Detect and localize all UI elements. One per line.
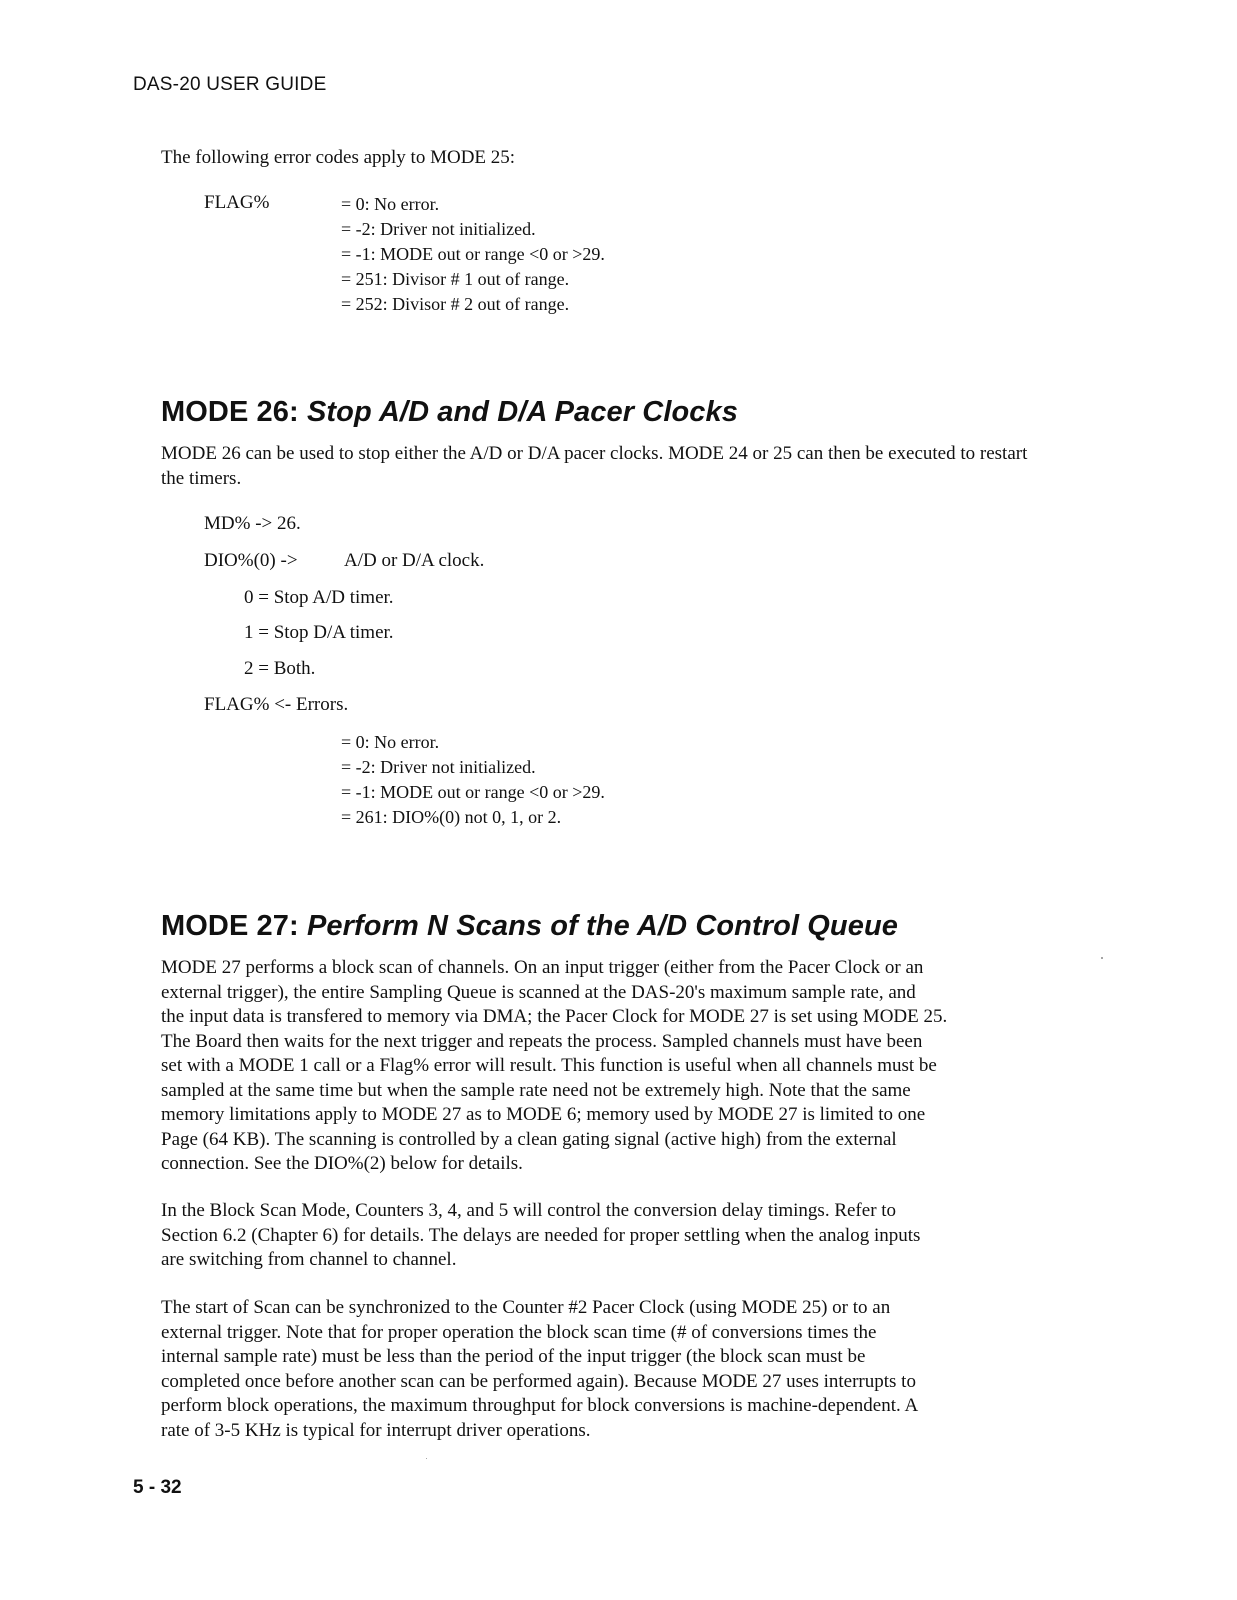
running-header: DAS-20 USER GUIDE <box>133 74 327 95</box>
mode26-heading <box>161 396 738 429</box>
mode25-error-codes <box>341 192 605 317</box>
scan-speck <box>426 1458 427 1459</box>
mode26-heading-number: MODE 26: <box>161 396 299 428</box>
page-number: 5 - 32 <box>133 1477 182 1498</box>
mode27-heading <box>161 910 898 943</box>
error-code-line: = 0: No error. <box>341 194 440 214</box>
mode26-paragraph: MODE 26 can be used to stop either the A/D or D/A pacer clocks. MODE 24 or 25 can then be executed to restart the timers. <box>161 443 1028 489</box>
text-line: are switching from channel to channel. <box>161 1249 457 1270</box>
text-line: external trigger), the entire Sampling Queue is scanned at the DAS-20's maximum sample rate, and <box>161 981 916 1003</box>
text-line: memory limitations apply to MODE 27 as to MODE 6; memory used by MODE 27 is limited to one <box>161 1104 926 1125</box>
scan-speck <box>1101 957 1103 959</box>
mode26-dio-label: DIO%(0) -> <box>204 550 298 571</box>
text-line: completed once before another scan can be performed again). Because MODE 27 uses interrupts to <box>161 1370 916 1392</box>
text-line: set with a MODE 1 call or a Flag% error will result. This function is useful when all channels must be <box>161 1055 937 1076</box>
mode26-error-codes <box>341 730 605 830</box>
mode27-heading-number: MODE 27: <box>161 910 299 942</box>
mode26-heading-title: Stop A/D and D/A Pacer Clocks <box>306 396 738 428</box>
mode25-flag-label: FLAG% <box>204 192 270 213</box>
mode26-dio-description: A/D or D/A clock. <box>344 550 485 571</box>
text-line: MODE 27 performs a block scan of channels. On an input trigger (either from the Pacer Clock or an <box>161 957 924 978</box>
error-code-line: = 252: Divisor # 2 out of range. <box>341 294 570 314</box>
mode27-paragraph-1 <box>161 956 1051 1177</box>
error-code-line: = 261: DIO%(0) not 0, 1, or 2. <box>341 807 562 827</box>
text-line: The start of Scan can be synchronized to the Counter #2 Pacer Clock (using MODE 25) or to an <box>161 1297 891 1318</box>
mode27-paragraph-3 <box>161 1296 1051 1443</box>
text-line: perform block operations, the maximum throughput for block conversions is machine-dependent. A <box>161 1395 919 1416</box>
text-line: Section 6.2 (Chapter 6) for details. The delays are needed for proper settling when the analog inputs <box>161 1224 921 1246</box>
text-line: internal sample rate) must be less than the period of the input trigger (the block scan must be <box>161 1346 866 1367</box>
mode26-option-0: 0 = Stop A/D timer. <box>244 587 394 608</box>
text-line: The Board then waits for the next trigger and repeats the process. Sampled channels must have been <box>161 1030 923 1052</box>
text-line: rate of 3-5 KHz is typical for interrupt driver operations. <box>161 1419 591 1441</box>
text-line: sampled at the same time but when the sample rate need not be extremely high. Note that the same <box>161 1079 911 1101</box>
mode25-errors-intro: The following error codes apply to MODE 25: <box>161 147 516 168</box>
error-code-line: = 0: No error. <box>341 732 440 752</box>
mode27-heading-title: Perform N Scans of the A/D Control Queue <box>306 910 899 942</box>
mode26-option-2: 2 = Both. <box>244 658 316 679</box>
error-code-line: = -1: MODE out or range <0 or >29. <box>341 782 605 802</box>
text-line: the input data is transfered to memory via DMA; the Pacer Clock for MODE 27 is set using MODE 25. <box>161 1006 948 1027</box>
error-code-line: = -2: Driver not initialized. <box>341 757 536 777</box>
mode26-md-line: MD% -> 26. <box>204 513 301 534</box>
text-line: Page (64 KB). The scanning is controlled by a clean gating signal (active high) from the external <box>161 1128 897 1150</box>
error-code-line: = 251: Divisor # 1 out of range. <box>341 269 570 289</box>
mode26-flag-line: FLAG% <- Errors. <box>204 694 349 715</box>
error-code-line: = -1: MODE out or range <0 or >29. <box>341 244 605 264</box>
mode27-paragraph-2 <box>161 1199 1051 1273</box>
text-line: connection. See the DIO%(2) below for details. <box>161 1153 523 1174</box>
error-code-line: = -2: Driver not initialized. <box>341 219 536 239</box>
text-line: external trigger. Note that for proper operation the block scan time (# of conversions times the <box>161 1321 877 1343</box>
text-line: In the Block Scan Mode, Counters 3, 4, and 5 will control the conversion delay timings. Refer to <box>161 1200 897 1221</box>
mode26-option-1: 1 = Stop D/A timer. <box>244 622 394 643</box>
